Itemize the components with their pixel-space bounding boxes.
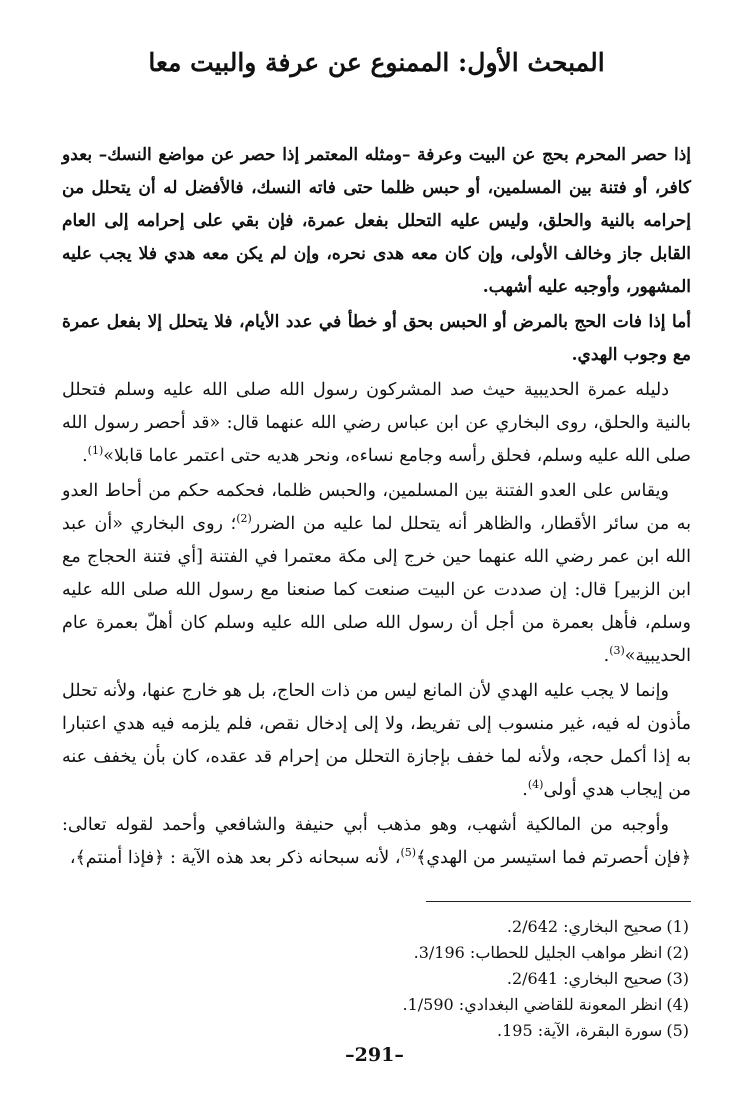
footnote-number: (4) bbox=[666, 995, 689, 1014]
footnote-ref[interactable]: (3) bbox=[609, 644, 625, 658]
paragraph-6 bbox=[62, 809, 691, 875]
footnote-divider bbox=[426, 901, 691, 902]
footnote-number: (2) bbox=[666, 943, 689, 962]
footnote-ref[interactable]: (5) bbox=[400, 846, 417, 860]
paragraph-text: أما إذا فات الحج بالمرض أو الحبس بحق أو خطأ في عدد الأيام، فلا يتحلل إلا بفعل عمرة مع وجوب الهدي. bbox=[62, 312, 691, 365]
footnote-ref[interactable]: (2) bbox=[236, 512, 252, 526]
page-number: –291– bbox=[345, 1044, 404, 1066]
paragraph-text: ويقاس على العدو الفتنة بين المسلمين، والحبس ظلما، فحكمه حكم من أحاط العدو به من سائر الأقطار، والظاهر أنه يتحلل لما عليه من الضرر bbox=[62, 481, 691, 534]
footnote-number: (5) bbox=[666, 1021, 689, 1040]
paragraph-text-cont: ؛ روى البخاري «أن عبد الله ابن عمر رضي الله عنهما حين خرج إلى مكة معتمرا في الفتنة [أي فتنة الحجاج مع ابن الزبير] قال: إن صددت عن البيت صنعت كما صنعنا مع رسول الله صلى الله عليه وسلم، فأهل بعمرة من أجل أن رسول الله صلى الله عليه وسلم كان أهلّ بعمرة عام الحديبية» bbox=[62, 514, 691, 666]
footnote-item bbox=[62, 940, 691, 966]
footnote-text: صحيح البخاري: 2/641. bbox=[506, 969, 663, 988]
paragraph-tail: . bbox=[82, 446, 88, 466]
paragraph-4 bbox=[62, 475, 691, 673]
paragraph-text: إذا حصر المحرم بحج عن البيت وعرفة –ومثله المعتمر إذا حصر عن مواضع النسك– بعدو كافر، أو فتنة بين المسلمين، أو حبس ظلما حتى فاته النسك، فالأفضل له أن يتحلل من إحرامه بالنية والحلق، وليس عليه التحلل بفعل عمرة، فإن بقي على إحرامه إلى العام القابل جاز وخالف الأولى، وإن كان معه هدى نحره، وإن لم يكن معه هدي فلا يجب عليه المشهور، وأوجبه عليه أشهب. bbox=[62, 145, 691, 297]
paragraph-tail: . bbox=[522, 780, 528, 800]
paragraph-text: وأوجبه من المالكية أشهب، وهو مذهب أبي حنيفة والشافعي وأحمد لقوله تعالى: ﴿فإن أحصرتم فما استيسر من الهدي﴾ bbox=[62, 815, 691, 868]
paragraph-tail: . bbox=[603, 646, 610, 666]
footnote-item bbox=[62, 914, 691, 940]
footnote-item bbox=[62, 966, 691, 992]
footnote-text: سورة البقرة، الآية: 195. bbox=[497, 1021, 663, 1040]
footnote-text: انظر المعونة للقاضي البغدادي: 1/590. bbox=[402, 995, 663, 1014]
footnote-text: صحيح البخاري: 2/642. bbox=[506, 917, 663, 936]
paragraph-tail: ، لأنه سبحانه ذكر بعد هذه الآية : ﴿فإذا أمنتم﴾، bbox=[69, 848, 401, 868]
paragraph-text: وإنما لا يجب عليه الهدي لأن المانع ليس من ذات الحاج، بل هو خارج عنها، ولأنه تحلل مأذون له فيه، غير منسوب إلى تفريط، ولا إلى إدخال نقص، فلم يلزمه فيه هدي اعتبارا به إذا أكمل حجه، ولأنه لما خفف بإجازة التحلل من إحرام قد عقده، كان بأن يخفف عنه من إيجاب هدي أولى bbox=[62, 681, 691, 800]
footnote-item bbox=[62, 1018, 691, 1044]
paragraph-3 bbox=[62, 374, 691, 473]
paragraph-text: دليله عمرة الحديبية حيث صد المشركون رسول الله صلى الله عليه وسلم فتحلل بالنية والحلق، روى البخاري عن ابن عباس رضي الله عنهما قال: «قد أحصر رسول الله صلى الله عليه وسلم، فحلق رأسه وجامع نساءه، ونحر هديه حتى اعتمر عاما قابلا» bbox=[62, 380, 691, 466]
paragraph-2 bbox=[62, 306, 691, 372]
footnote-text: انظر مواهب الجليل للحطاب: 3/196. bbox=[413, 943, 663, 962]
section-title: المبحث الأول: الممنوع عن عرفة والبيت معا bbox=[148, 48, 605, 77]
footnote-ref[interactable]: (4) bbox=[527, 778, 544, 792]
footnote-number: (1) bbox=[666, 917, 689, 936]
footnote-number: (3) bbox=[666, 969, 689, 988]
footnote-ref[interactable]: (1) bbox=[87, 444, 104, 458]
footnote-item bbox=[62, 992, 691, 1018]
footnotes bbox=[62, 914, 691, 1044]
paragraph-1 bbox=[62, 139, 691, 304]
paragraph-5 bbox=[62, 675, 691, 807]
